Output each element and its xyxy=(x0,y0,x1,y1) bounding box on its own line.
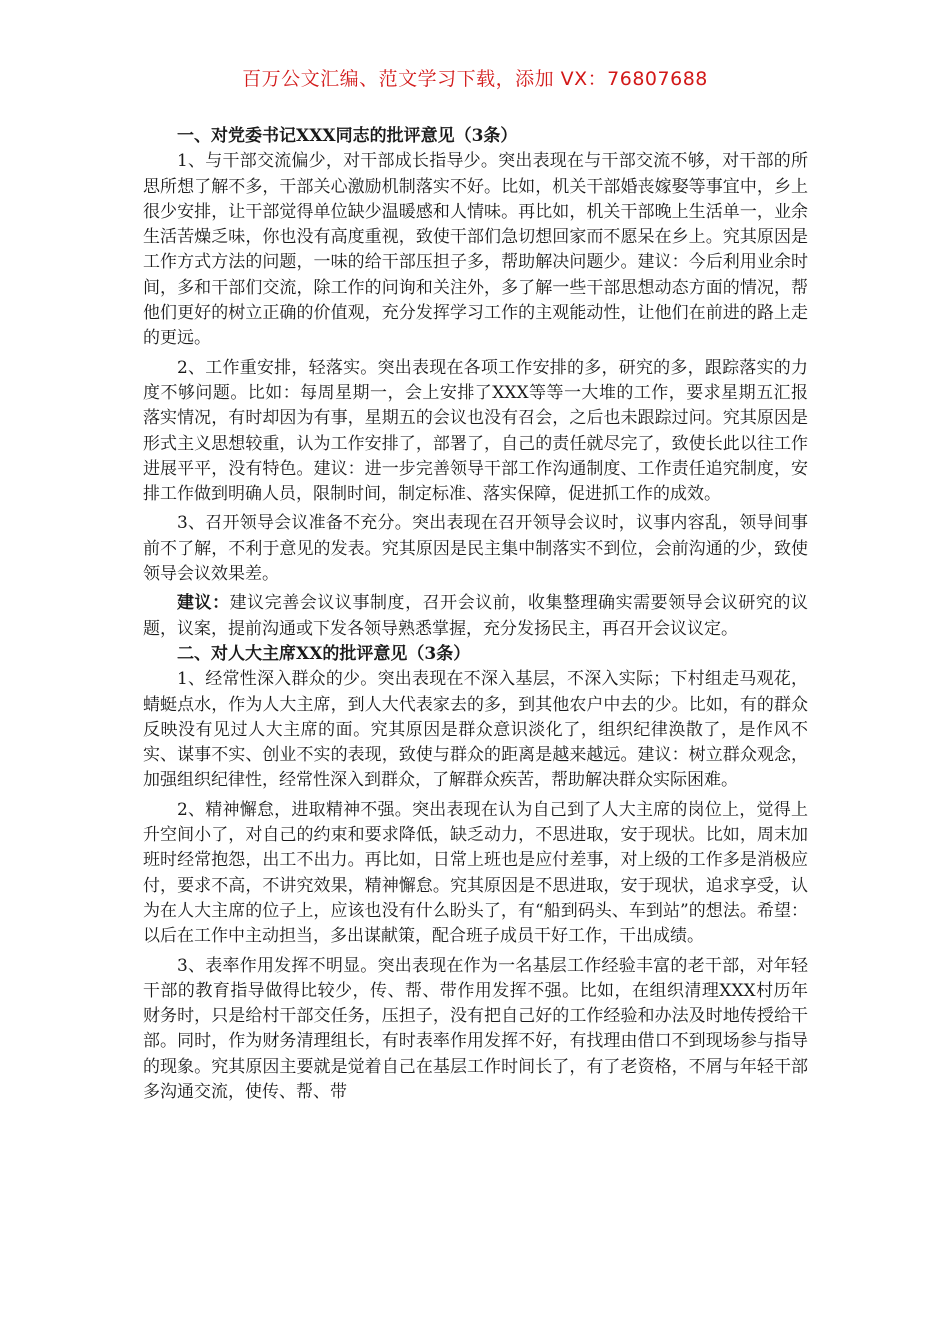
paragraph: 2、精神懈怠，进取精神不强。突出表现在认为自己到了人大主席的岗位上，觉得上升空间小了，对自己的约束和要求降低，缺乏动力，不思进取，安于现状。比如，周末加班时经常抱怨，出工不出力。再比如，日常上班也是应付差事，对上级的工作多是消极应付，要求不高，不讲究效果，精神懈怠。究其原因是不思进取，安于现状，追求享受，认为在人大主席的位子上，应该也没有什么盼头了，有“船到码头、车到站”的想法。希望：以后在工作中主动担当，多出谋献策，配合班子成员干好工作，干出成绩。 xyxy=(143,799,808,947)
paragraph: 1、与干部交流偏少，对干部成长指导少。突出表现在与干部交流不够，对干部的所思所想了解不多，干部关心激励机制落实不好。比如，机关干部婚丧嫁娶等事宜中，乡上很少安排，让干部觉得单位缺少温暖感和人情味。再比如，机关干部晚上生活单一，业余生活苦燥乏味，你也没有高度重视，致使干部们急切想回家而不愿呆在乡上。究其原因是工作方式方法的问题，一味的给干部压担子多，帮助解决问题少。建议：今后利用业余时间，多和干部们交流，除工作的问询和关注外，多了解一些干部思想动态方面的情况，帮他们更好的树立正确的价值观，充分发挥学习工作的主观能动性，让他们在前进的路上走的更远。 xyxy=(143,151,808,349)
section-heading: 二、对人大主席XX的批评意见（3条） xyxy=(177,643,471,664)
section-heading: 一、对党委书记XXX同志的批评意见（3条） xyxy=(177,126,518,146)
paragraph: 3、召开领导会议准备不充分。突出表现在召开领导会议时，议事内容乱，领导间事前不了解，不利于意见的发表。究其原因是民主集中制落实不到位，会前沟通的少，致使领导会议效果差。 xyxy=(143,513,808,585)
suggestion-text: 建议完善会议议事制度，召开会议前，收集整理确实需要领导会议研究的议题，议案，提前沟通或下发各领导熟悉掌握，充分发扬民主，再召开会议议定。 xyxy=(143,593,809,639)
suggestion-paragraph xyxy=(143,591,808,642)
download-banner: 百万公文汇编、范文学习下载，添加 VX：76807688 xyxy=(242,68,708,90)
suggestion-lead: 建议： xyxy=(177,593,230,614)
paragraph: 1、经常性深入群众的少。突出表现在不深入基层，不深入实际；下村组走马观花，蜻蜓点水，作为人大主席，到人大代表家去的多，到其他农户中去的少。比如，有的群众反映没有见过人大主席的面。究其原因是群众意识淡化了，组织纪律涣散了，是作风不实、谋事不实、创业不实的表现，致使与群众的距离是越来越远。建议：树立群众观念，加强组织纪律性，经常性深入到群众，了解群众疾苦，帮助解决群众实际困难。 xyxy=(143,669,808,791)
paragraph: 3、表率作用发挥不明显。突出表现在作为一名基层工作经验丰富的老干部，对年轻干部的教育指导做得比较少，传、帮、带作用发挥不强。比如，在组织清理XXX村历年财务时，只是给村干部交任务，压担子，没有把自己好的工作经验和办法及时地传授给干部。同时，作为财务清理组长，有时表率作用发挥不好，有找理由借口不到现场参与指导的现象。究其原因主要就是觉着自己在基层工作时间长了，有了老资格，不屑与年轻干部多沟通交流，使传、帮、带 xyxy=(143,955,808,1102)
paragraph: 2、工作重安排，轻落实。突出表现在各项工作安排的多，研究的多，跟踪落实的力度不够问题。比如：每周星期一，会上安排了XXX等等一大堆的工作，要求星期五汇报落实情况，有时却因为有事，星期五的会议也没有召会，之后也未跟踪过问。究其原因是形式主义思想较重，认为工作安排了，部署了，自己的责任就尽完了，致使长此以往工作进展平平，没有特色。建议：进一步完善领导干部工作沟通制度、工作责任追究制度，安排工作做到明确人员，限制时间，制定标准、落实保障，促进抓工作的成效。 xyxy=(143,357,808,505)
document-body xyxy=(143,124,808,1105)
